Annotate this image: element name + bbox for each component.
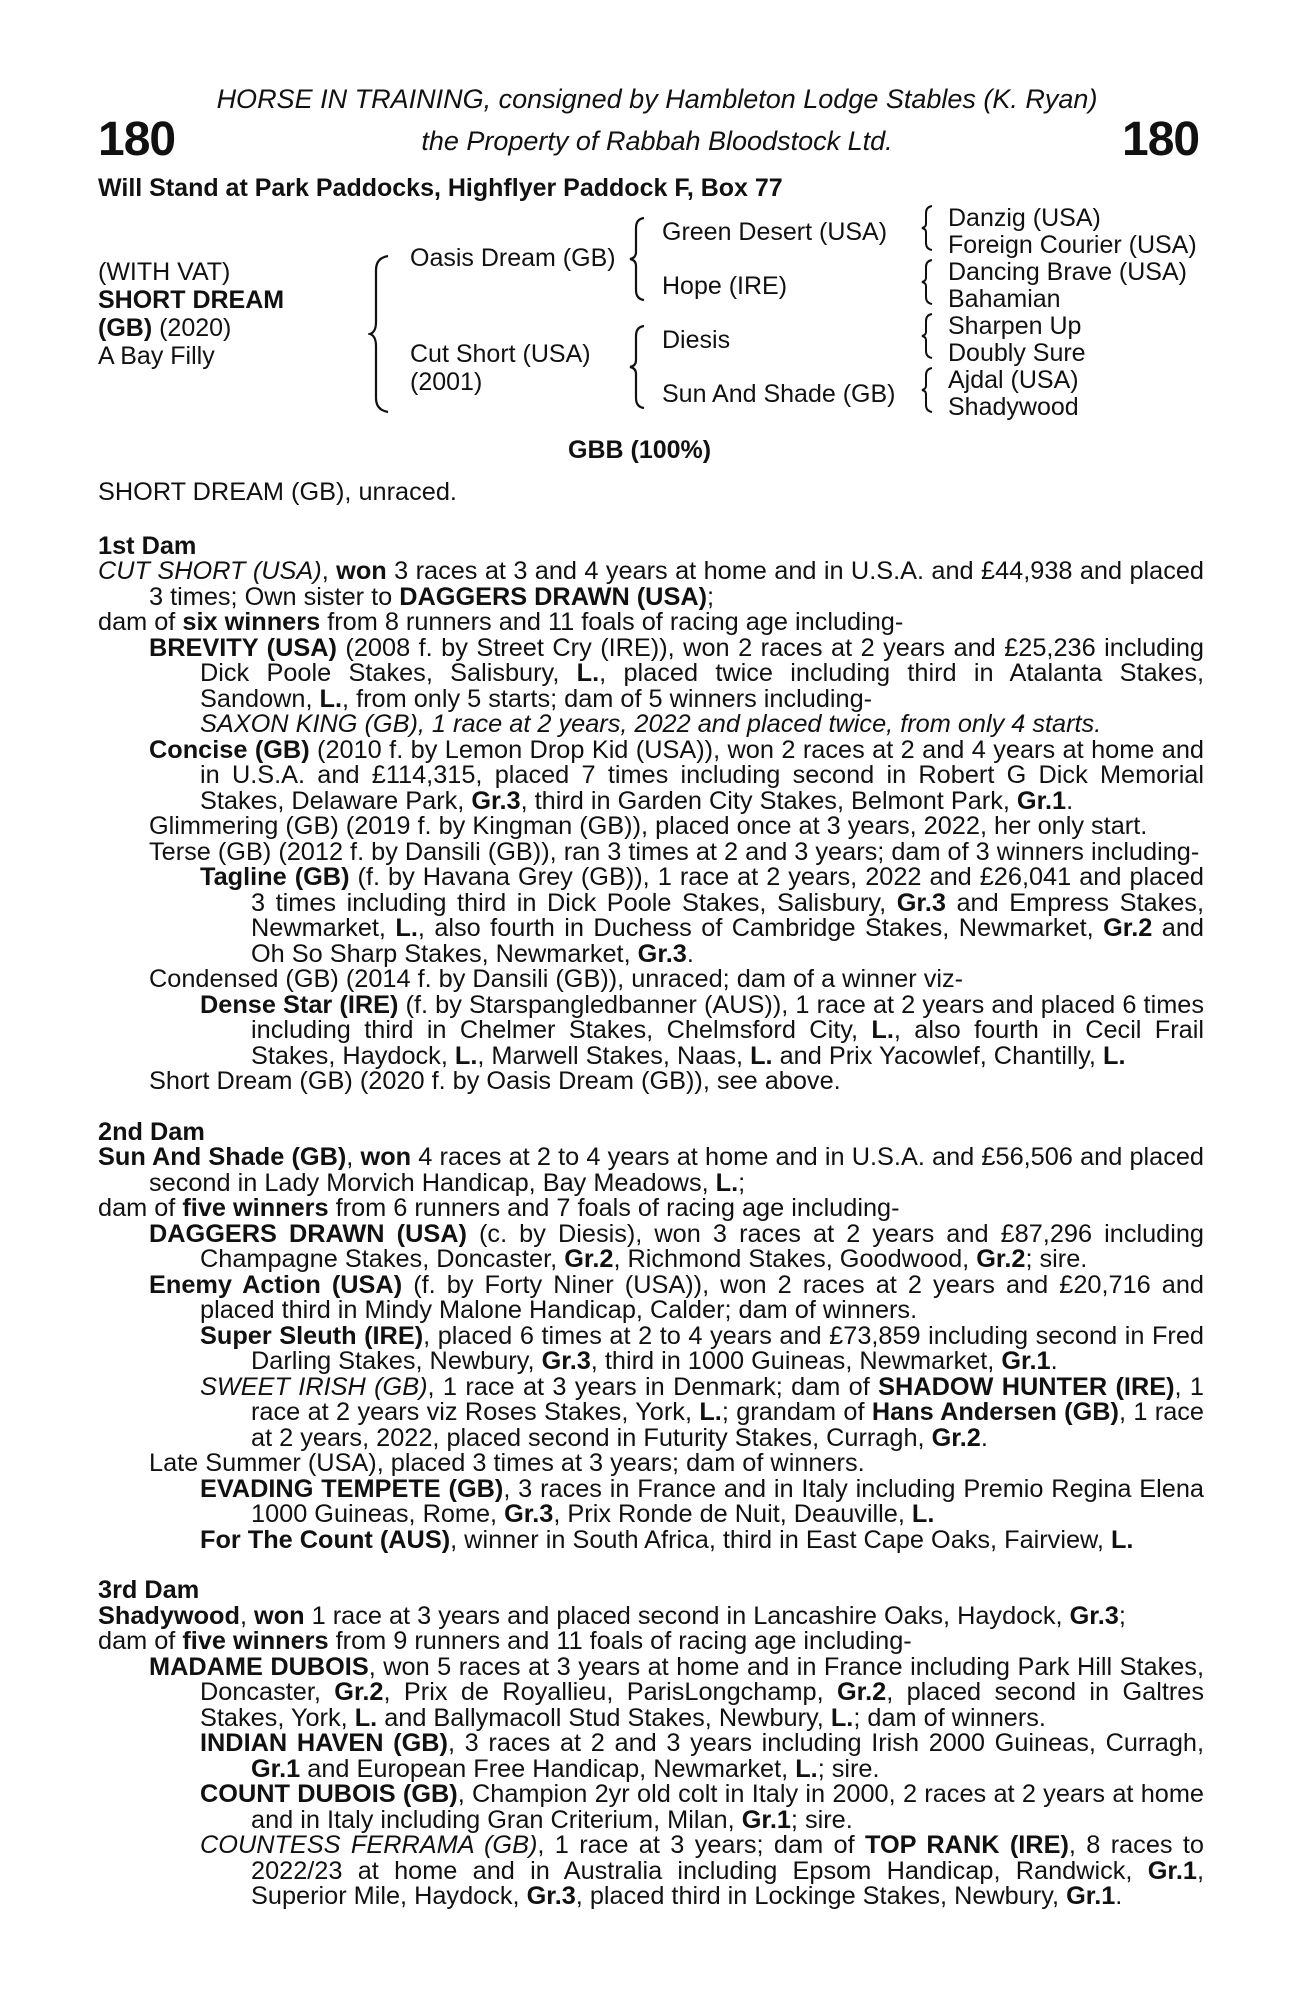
text: , Superior Mile, Haydock, — [251, 1856, 1204, 1910]
text: ; sire. — [790, 1805, 853, 1834]
produce-concise — [98, 735, 1204, 815]
produce-short-dream: Short Dream (GB) (2020 f. by Oasis Dream (GB)), see above. — [149, 1067, 841, 1095]
text: , — [346, 1143, 361, 1171]
text: L. — [576, 659, 600, 687]
text: Gr.3 — [637, 939, 687, 968]
text: and European Free Handicap, Newmarket, — [300, 1754, 796, 1783]
text: ; sire. — [817, 1754, 880, 1783]
text: MADAME DUBOIS — [149, 1652, 369, 1681]
text: . — [686, 939, 694, 968]
text: and Empress Stakes, Newmarket, — [251, 888, 1204, 942]
text: 4 races at 2 to 4 years at home and in U.S.A. and £56,506 and placed second in Lady Morvich Handicap, Bay Meadows, — [149, 1143, 1205, 1197]
produce-indian-haven — [98, 1731, 1204, 1782]
text: . — [1115, 1882, 1123, 1910]
text: five winners — [182, 1194, 329, 1222]
text: (f. by Forty Niner (USA)), won 2 races at 2 years and £20,716 and placed third in Mindy Malone Handicap, Calder; dam of winners. — [200, 1270, 1204, 1324]
text: , third in Garden City Stakes, Belmont Park, — [520, 786, 1017, 815]
text: TOP RANK (IRE) — [864, 1831, 1069, 1859]
ggp-8: Shadywood — [948, 393, 1079, 421]
produce-enemy-action — [98, 1270, 1204, 1324]
text: , also fourth in Duchess of Cambridge Stakes, Newmarket, — [417, 914, 1104, 942]
dam-year: (2001) — [410, 368, 483, 396]
text: Hans Andersen (GB) — [871, 1398, 1119, 1426]
text: , also fourth in Cecil Frail Stakes, Haydock, — [251, 1016, 1204, 1070]
horse-sex: A Bay Filly — [98, 342, 215, 370]
text: Gr.1 — [1147, 1856, 1197, 1885]
ggp-7: Ajdal (USA) — [948, 366, 1079, 394]
produce-super-sleuth — [98, 1321, 1204, 1375]
text: , placed third in Lockinge Stakes, Newbury, — [575, 1882, 1067, 1910]
text: Gr.3 — [471, 786, 521, 815]
text: and Oh So Sharp Stakes, Newmarket, — [251, 914, 1204, 968]
first-dam-heading: 1st Dam — [98, 531, 197, 560]
ggp-1: Danzig (USA) — [948, 204, 1101, 232]
text: dam of — [98, 608, 183, 636]
third-dam-produce — [98, 1629, 1204, 1655]
lot-number-right: 180 — [1122, 113, 1200, 166]
lot-number-left: 180 — [98, 113, 176, 166]
second-dam-produce — [98, 1196, 1204, 1222]
sire-dam: Hope (IRE) — [662, 272, 788, 300]
text: , won 5 races at 3 years at home and in France including Park Hill Stakes, Doncaster, — [200, 1652, 1204, 1706]
text: ; — [738, 1168, 746, 1197]
text: won — [360, 1143, 412, 1171]
text: won — [336, 557, 387, 585]
text: and Prix Yacowlef, Chantilly, — [772, 1041, 1103, 1070]
text: L. — [911, 1500, 935, 1528]
pedigree-brace-2b — [628, 324, 646, 410]
text: and Ballymacoll Stud Stakes, Newbury, — [377, 1703, 831, 1732]
text: Enemy Action (USA) — [149, 1270, 403, 1299]
pedigree-brace-3b — [920, 258, 934, 306]
second-dam-heading: 2nd Dam — [98, 1117, 205, 1146]
ggp-3: Dancing Brave (USA) — [948, 258, 1187, 286]
stand-location: Will Stand at Park Paddocks, Highflyer Paddock F, Box 77 — [98, 174, 783, 202]
text: , winner in South Africa, third in East Cape Oaks, Fairview, — [450, 1525, 1111, 1554]
text: L. — [319, 684, 343, 713]
text: ; dam of winners. — [853, 1703, 1046, 1732]
produce-tagline — [98, 865, 1204, 967]
text: Gr.2 — [564, 1245, 614, 1273]
produce-countess-ferrama — [98, 1833, 1204, 1910]
text: from 9 runners and 11 foals of racing age including- — [328, 1627, 912, 1655]
text: , placed 6 times at 2 to 4 years and £73,859 including second in Fred Darling Stakes, Newbury, — [251, 1321, 1204, 1375]
text: ; sire. — [1025, 1245, 1088, 1273]
text: Gr.1 — [251, 1754, 301, 1783]
text: dam of — [98, 1194, 183, 1222]
text: COUNTESS FERRAMA (GB) — [200, 1831, 538, 1859]
text: BREVITY (USA) — [149, 633, 337, 662]
intro-line: SHORT DREAM (GB), unraced. — [98, 478, 457, 506]
text: , Richmond Stakes, Goodwood, — [613, 1245, 977, 1273]
produce-late-summer: Late Summer (USA), placed 3 times at 3 years; dam of winners. — [149, 1449, 865, 1477]
text: Gr.1 — [1001, 1347, 1051, 1375]
pedigree-brace-1 — [368, 254, 390, 414]
ggp-5: Sharpen Up — [948, 312, 1082, 340]
text: , 1 race at 3 years; dam of — [537, 1831, 865, 1859]
pedigree-brace-2a — [628, 216, 646, 302]
pedigree-brace-3c — [920, 312, 934, 360]
text: Gr.3 — [896, 888, 946, 917]
produce-terse: Terse (GB) (2012 f. by Dansili (GB)), ran 3 times at 2 and 3 years; dam of 3 winners including- — [149, 837, 1200, 866]
text: Gr.3 — [541, 1347, 591, 1375]
text: five winners — [182, 1627, 329, 1655]
produce-condensed: Condensed (GB) (2014 f. by Dansili (GB)), unraced; dam of a winner viz- — [149, 965, 964, 993]
text: , Champion 2yr old colt in Italy in 2000, 2 races at 2 years at home and in Italy including Gran Criterium, Milan, — [251, 1780, 1204, 1834]
horse-origin-year — [98, 314, 231, 342]
text: L. — [454, 1041, 478, 1070]
produce-dense-star — [98, 990, 1204, 1070]
text: L. — [830, 1703, 854, 1732]
text: (f. by Starspangledbanner (AUS)), 1 race at 2 years and placed 6 times including third in Chelmer Stakes, Chelmsford City, — [251, 990, 1204, 1044]
text: Sun And Shade (GB) — [98, 1143, 347, 1171]
produce-glimmering: Glimmering (GB) (2019 f. by Kingman (GB)), placed once at 3 years, 2022, her only start. — [149, 812, 1148, 840]
produce-daggers-drawn — [98, 1219, 1204, 1273]
owner-line: the Property of Rabbah Bloodstock Ltd. — [421, 126, 893, 156]
text: EVADING TEMPETE (GB) — [200, 1474, 504, 1503]
text: , — [239, 1601, 255, 1630]
text: Dense Star (IRE) — [200, 990, 399, 1019]
text: L. — [699, 1398, 722, 1426]
text: DAGGERS DRAWN (USA) — [149, 1219, 467, 1248]
text: Shadywood — [98, 1601, 240, 1630]
text: from 8 runners and 11 foals of racing age including- — [320, 608, 904, 636]
text: Gr.3 — [526, 1882, 576, 1910]
text: (2008 f. by Street Cry (IRE)), won 2 races at 2 years and £25,236 including Dick Poole Stakes, Salisbury, — [200, 633, 1205, 687]
text: Gr.2 — [976, 1245, 1026, 1273]
text: Gr.3 — [1069, 1601, 1119, 1630]
text: , — [321, 557, 337, 585]
text: SHADOW HUNTER (IRE) — [878, 1372, 1175, 1401]
text: , from only 5 starts; dam of 5 winners including- — [342, 684, 873, 713]
produce-evading-tempete — [98, 1474, 1204, 1528]
third-dam-record — [98, 1601, 1204, 1630]
text: 3 races at 3 and 4 years at home and in U.S.A. and £44,938 and placed 3 times; Own sister to — [149, 557, 1204, 611]
text: , 8 races to 2022/23 at home and in Australia including Epsom Handicap, Randwick, — [251, 1831, 1205, 1885]
produce-for-the-count — [98, 1525, 1204, 1554]
dam-dam: Sun And Shade (GB) — [662, 380, 896, 408]
first-dam-record — [98, 559, 1204, 610]
text: . — [1066, 786, 1074, 815]
text: (f. by Havana Grey (GB)), 1 race at 2 years, 2022 and £26,041 and placed 3 times including third in Dick Poole Stakes, Salisbury, — [251, 863, 1204, 917]
text: , placed second in Galtres Stakes, York, — [200, 1678, 1204, 1732]
sire: Oasis Dream (GB) — [410, 244, 616, 272]
horse-country: (GB) — [98, 314, 153, 342]
ggp-6: Doubly Sure — [948, 339, 1086, 367]
text: , 1 race at 2 years, 2022, placed second in Futurity Stakes, Curragh, — [251, 1398, 1204, 1452]
text: , placed twice including third in Atalanta Stakes, Sandown, — [200, 659, 1205, 713]
text: ; — [1118, 1601, 1126, 1630]
text: SWEET IRISH (GB) — [200, 1372, 428, 1401]
text: (c. by Diesis), won 3 races at 2 years and £87,296 including Champagne Stakes, Doncaster, — [200, 1219, 1204, 1273]
text: , Marwell Stakes, Naas, — [477, 1041, 751, 1070]
text: For The Count (AUS) — [200, 1525, 451, 1554]
text: Gr.2 — [931, 1423, 981, 1452]
text: Gr.1 — [741, 1805, 791, 1834]
produce-saxon-king: SAXON KING (GB), 1 race at 2 years, 2022 and placed twice, from only 4 starts. — [200, 710, 1102, 738]
text: Gr.2 — [334, 1678, 384, 1706]
text: , Prix de Royallieu, ParisLongchamp, — [383, 1678, 837, 1706]
text: L. — [1110, 1525, 1134, 1554]
text: six winners — [182, 608, 321, 636]
text: INDIAN HAVEN (GB) — [200, 1729, 448, 1757]
text: DAGGERS DRAWN (USA) — [399, 582, 708, 611]
text: L. — [795, 1754, 818, 1783]
text: L. — [871, 1016, 894, 1044]
text: ; — [707, 582, 715, 611]
text: , 3 races at 2 and 3 years including Irish 2000 Guineas, Curragh, — [447, 1729, 1205, 1757]
text: L. — [715, 1168, 739, 1197]
text: , 1 race at 3 years in Denmark; dam of — [427, 1372, 879, 1401]
text: Tagline (GB) — [200, 863, 350, 891]
text: , Prix Ronde de Nuit, Deauville, — [553, 1500, 912, 1528]
vat-note: (WITH VAT) — [98, 258, 231, 286]
dam-name: CUT SHORT (USA) — [98, 557, 322, 585]
text: Concise (GB) — [149, 735, 310, 764]
sire-sire: Green Desert (USA) — [662, 218, 888, 246]
text: Super Sleuth (IRE) — [200, 1321, 424, 1350]
text: , third in 1000 Guineas, Newmarket, — [590, 1347, 1002, 1375]
text: . — [1050, 1347, 1058, 1375]
text: Gr.3 — [504, 1500, 554, 1528]
produce-brevity — [98, 633, 1205, 713]
text: L. — [1103, 1041, 1126, 1070]
dam: Cut Short (USA) — [410, 340, 591, 368]
produce-madame-dubois — [98, 1652, 1204, 1732]
produce-sweet-irish — [98, 1372, 1204, 1452]
consignor-line: HORSE IN TRAINING, consigned by Hambleton Lodge Stables (K. Ryan) — [216, 84, 1098, 114]
pedigree-brace-3d — [920, 366, 934, 414]
text: from 6 runners and 7 foals of racing age including- — [328, 1194, 900, 1222]
text: Gr.1 — [1066, 1882, 1116, 1910]
text: , 3 races in France and in Italy including Premio Regina Elena 1000 Guineas, Rome, — [251, 1474, 1204, 1528]
text: won — [254, 1601, 305, 1630]
text: , 1 race at 2 years viz Roses Stakes, York, — [251, 1372, 1204, 1426]
dam-sire: Diesis — [662, 326, 731, 354]
text: Gr.2 — [1103, 914, 1153, 942]
gbb-percentage: GBB (100%) — [568, 436, 712, 464]
catalogue-body — [98, 480, 1204, 1910]
first-dam-produce — [98, 610, 1204, 636]
text: . — [980, 1423, 988, 1452]
text: Gr.2 — [836, 1678, 887, 1706]
text: ; grandam of — [721, 1398, 872, 1426]
text: L. — [750, 1041, 773, 1070]
produce-count-dubois — [98, 1782, 1204, 1833]
text: 1 race at 3 years and placed second in Lancashire Oaks, Haydock, — [304, 1601, 1070, 1630]
ggp-4: Bahamian — [948, 285, 1061, 313]
pedigree-brace-3a — [920, 204, 934, 252]
third-dam-heading: 3rd Dam — [98, 1576, 200, 1604]
text: COUNT DUBOIS (GB) — [200, 1780, 458, 1808]
text: L. — [354, 1703, 378, 1732]
text: Gr.1 — [1016, 786, 1067, 815]
text: L. — [395, 914, 418, 942]
text: (2010 f. by Lemon Drop Kid (USA)), won 2 races at 2 and 4 years at home and in U.S.A. and £114,315, placed 7 times including second in Robert G Dick Memorial Stakes, Delaware Park, — [200, 735, 1204, 815]
second-dam-record — [98, 1145, 1204, 1196]
horse-year: (2020) — [152, 314, 232, 342]
text: dam of — [98, 1627, 183, 1655]
horse-name: SHORT DREAM — [98, 286, 285, 314]
ggp-2: Foreign Courier (USA) — [948, 231, 1197, 259]
